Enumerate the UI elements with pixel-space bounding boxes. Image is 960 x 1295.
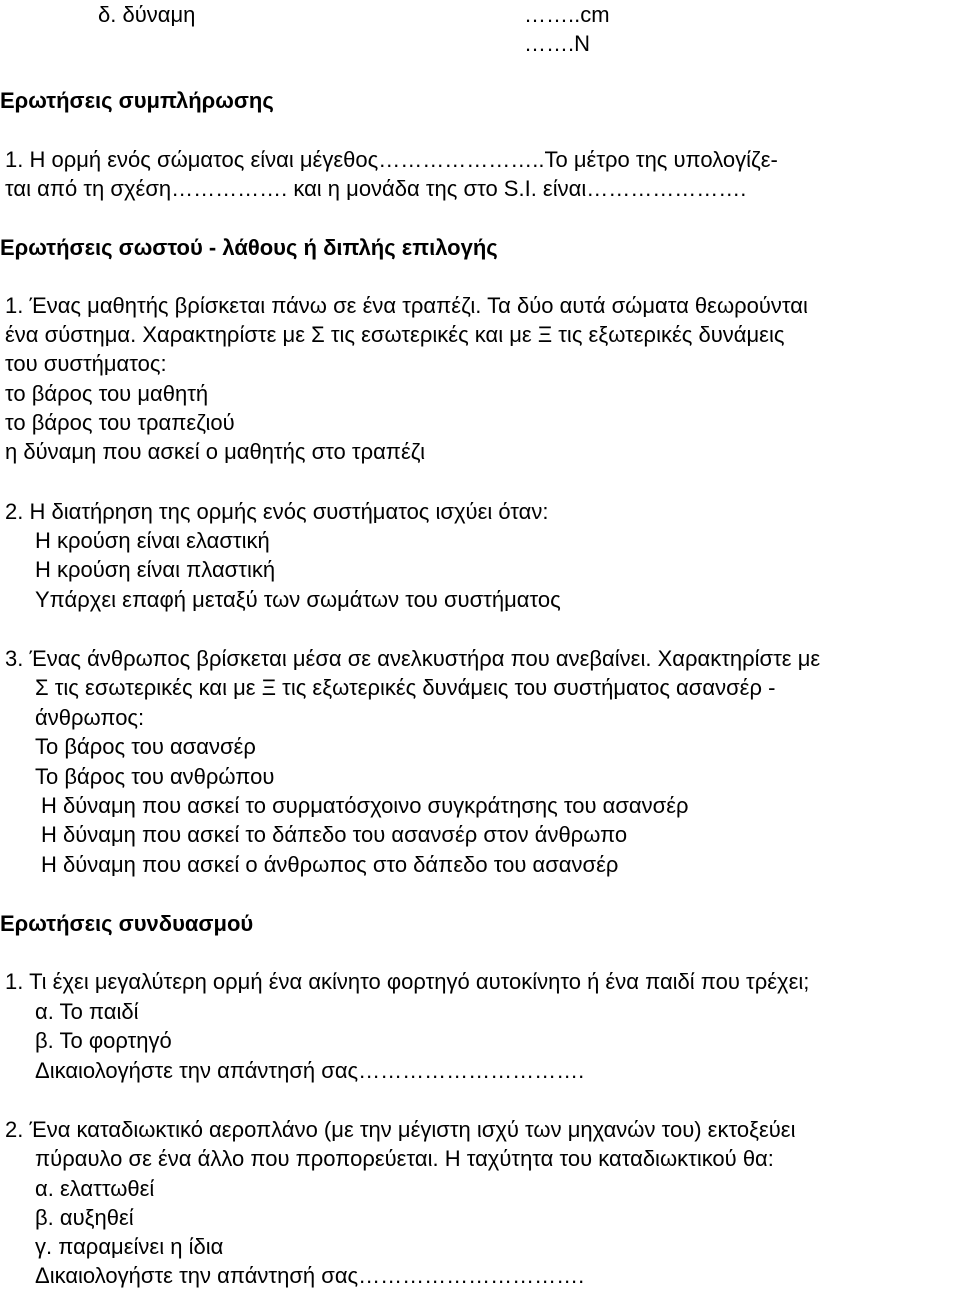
tf-question-1-item: το βάρος του τραπεζιού [5, 410, 235, 435]
tf-question-3-item: Το βάρος του ανθρώπου [35, 764, 275, 789]
tf-question-2-item: Η κρούση είναι πλαστική [35, 557, 276, 582]
comb-question-2-justify: Δικαιολογήστε την απάντησή σας…………………………. [35, 1263, 585, 1288]
section-heading-completion: Ερωτήσεις συμπλήρωσης [0, 88, 274, 113]
section-heading-true-false: Ερωτήσεις σωστού - λάθους ή διπλής επιλογής [0, 235, 498, 260]
tf-question-3-line-1: 3. Ένας άνθρωπος βρίσκεται μέσα σε ανελκυστήρα που ανεβαίνει. Χαρακτηρίστε με [5, 646, 821, 671]
tf-question-2-line-1: 2. Η διατήρηση της ορμής ενός συστήματος ισχύει όταν: [5, 499, 549, 524]
comb-question-1-line-1: 1. Τι έχει μεγαλύτερη ορμή ένα ακίνητο φορτηγό αυτοκίνητο ή ένα παιδί που τρέχει; [5, 969, 810, 994]
tf-question-1-line-1: 1. Ένας μαθητής βρίσκεται πάνω σε ένα τραπέζι. Τα δύο αυτά σώματα θεωρούνται [5, 293, 808, 318]
comb-question-2-line-1: 2. Ένα καταδιωκτικό αεροπλάνο (με την μέγιστη ισχύ των μηχανών του) εκτοξεύει [5, 1117, 796, 1142]
tf-question-3-item: Η δύναμη που ασκεί το δάπεδο του ασανσέρ στον άνθρωπο [41, 822, 628, 847]
tf-question-2-item: Υπάρχει επαφή μεταξύ των σωμάτων του συστήματος [35, 587, 561, 612]
comb-question-2-option: α. ελαττωθεί [35, 1176, 155, 1201]
tf-question-1-line-2: ένα σύστημα. Χαρακτηρίστε με Σ τις εσωτερικές και με Ξ τις εξωτερικές δυνάμεις [5, 322, 785, 347]
comb-question-2-option: γ. παραμείνει η ίδια [35, 1234, 224, 1259]
comb-question-1-option: α. Το παιδί [35, 999, 139, 1024]
tf-question-1-item: το βάρος του μαθητή [5, 381, 209, 406]
top-option-label: δ. δύναμη [98, 2, 196, 27]
answer-blank-cm: ……..cm [524, 2, 610, 27]
tf-question-2-item: Η κρούση είναι ελαστική [35, 528, 270, 553]
completion-question-1-line-1: 1. Η ορμή ενός σώματος είναι μέγεθος…………………..Το μέτρο της υπολογίζε- [5, 147, 778, 172]
completion-question-1-line-2: ται από τη σχέση……………. και η μονάδα της στο S.I. είναι…………………. [5, 176, 747, 201]
tf-question-3-item: Το βάρος του ασανσέρ [35, 734, 256, 759]
tf-question-3-item: Η δύναμη που ασκεί το συρματόσχοινο συγκράτησης του ασανσέρ [41, 793, 689, 818]
section-heading-combination: Ερωτήσεις συνδυασμού [0, 911, 254, 936]
tf-question-3-line-3: άνθρωπος: [35, 705, 145, 730]
tf-question-3-line-2: Σ τις εσωτερικές και με Ξ τις εξωτερικές δυνάμεις του συστήματος ασανσέρ - [35, 675, 776, 700]
tf-question-3-item: Η δύναμη που ασκεί ο άνθρωπος στο δάπεδο του ασανσέρ [41, 852, 619, 877]
answer-blank-n: …….N [524, 31, 590, 56]
tf-question-1-item: η δύναμη που ασκεί ο μαθητής στο τραπέζι [5, 439, 425, 464]
tf-question-1-line-3: του συστήματος: [5, 351, 167, 376]
comb-question-1-option: β. Το φορτηγό [35, 1028, 172, 1053]
comb-question-1-justify: Δικαιολογήστε την απάντησή σας…………………………. [35, 1058, 585, 1083]
comb-question-2-line-2: πύραυλο σε ένα άλλο που προπορεύεται. Η ταχύτητα του καταδιωκτικού θα: [35, 1146, 774, 1171]
comb-question-2-option: β. αυξηθεί [35, 1205, 134, 1230]
